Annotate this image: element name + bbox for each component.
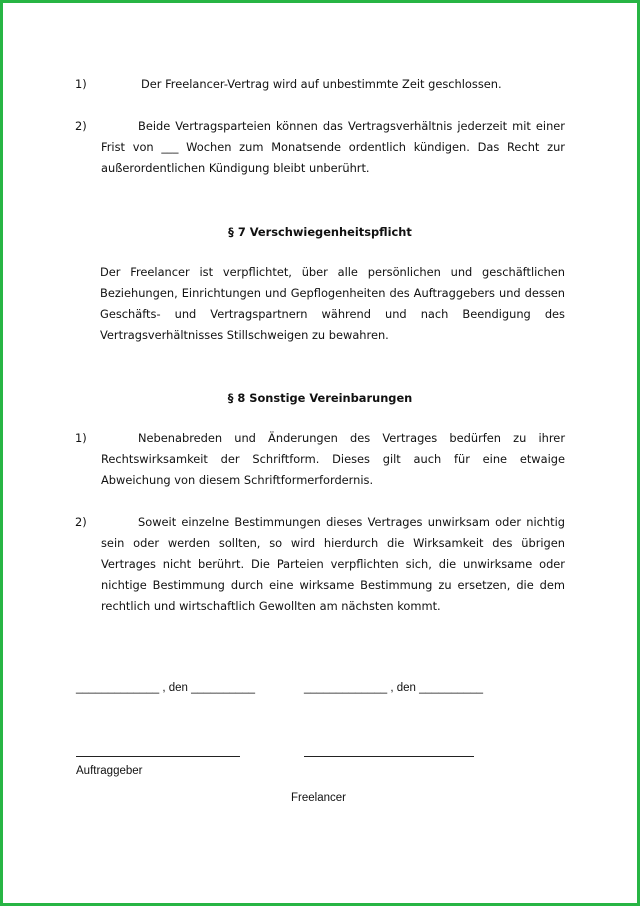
item-text: Nebenabreden und Änderungen des Vertrages bedürfen zu ihrer Rechtswirksamkeit der Schriftform. Dieses gilt auch für eine etwaige Abweichung von diesem Schriftformerfordernis. — [101, 431, 565, 487]
freelancer-label: Freelancer — [291, 792, 346, 804]
item-number: 2) — [75, 119, 87, 133]
item-number: 2) — [75, 515, 87, 529]
list-item — [75, 428, 565, 491]
signature-line-client — [76, 756, 240, 757]
list-item — [75, 512, 565, 617]
list-item — [75, 116, 565, 179]
section-heading: § 7 Verschwiegenheitspflicht — [228, 225, 412, 239]
item-text: Der Freelancer-Vertrag wird auf unbestimmte Zeit geschlossen. — [141, 77, 502, 91]
signature-line-freelancer — [304, 756, 474, 757]
section-paragraph: Der Freelancer ist verpflichtet, über alle persönlichen und geschäftlichen Beziehungen, Einrichtungen und Gepflogenheiten des Auftraggebers und dessen Geschäfts- und Vertragspartnern während und nach Beendigung des Vertragsverhältnisses Stillschweigen zu bewahren. — [100, 265, 565, 342]
date-field-left: _____________ , den __________ — [76, 682, 256, 694]
item-text: Beide Vertragsparteien können das Vertragsverhältnis jederzeit mit einer Frist von ___ Wochen zum Monatsende ordentlich kündigen. Das Recht zur außerordentlichen Kündigung bleibt unberührt. — [101, 119, 565, 175]
item-number: 1) — [75, 431, 87, 445]
client-label: Auftraggeber — [76, 765, 143, 777]
item-number: 1) — [75, 77, 87, 91]
list-item — [75, 74, 565, 95]
date-field-right: _____________ , den __________ — [304, 682, 484, 694]
section-heading: § 8 Sonstige Vereinbarungen — [227, 391, 413, 405]
item-text: Soweit einzelne Bestimmungen dieses Vertrages unwirksam oder nichtig sein oder werden sollten, so wird hierdurch die Wirksamkeit des übrigen Vertrages nicht berührt. Die Parteien verpflichten sich, die unwirksame oder nichtige Bestimmung durch eine wirksame Bestimmung zu ersetzen, die dem rechtlich und wirtschaftlich Gewollten am nächsten kommt. — [101, 515, 565, 613]
